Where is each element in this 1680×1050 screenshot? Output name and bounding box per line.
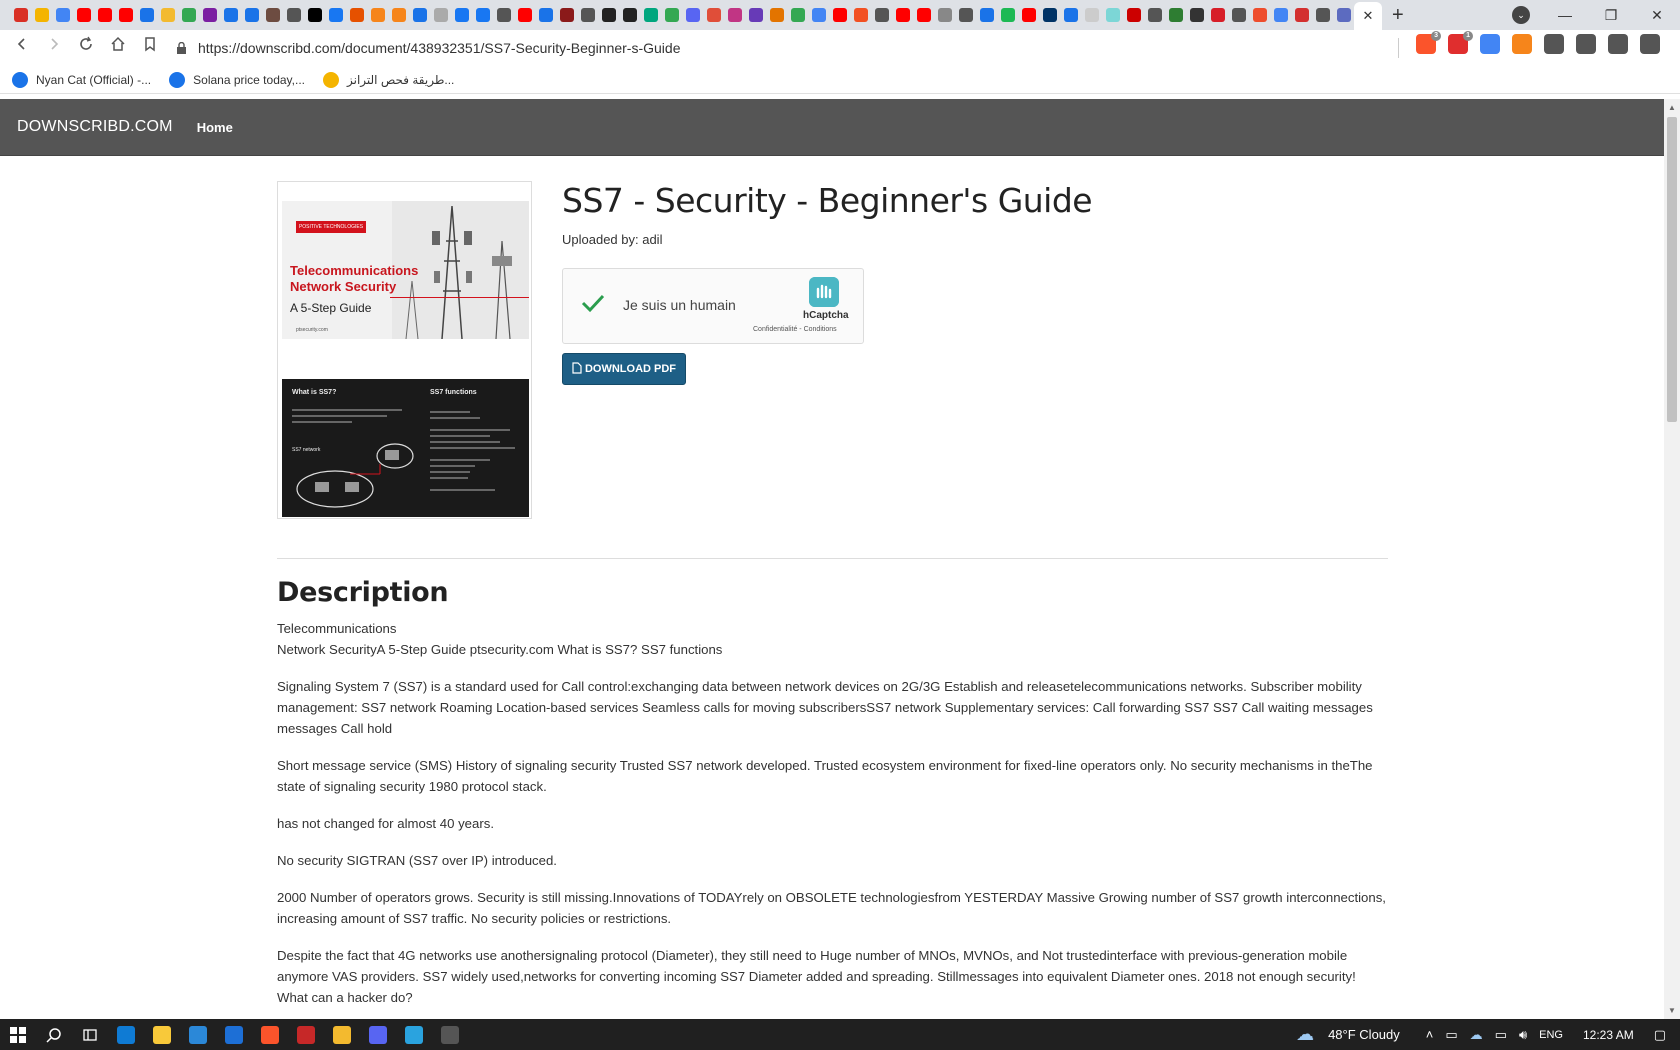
description-paragraph: Telecommunications Network SecurityA 5-Step Guide ptsecurity.com What is SS7? SS7 functions — [277, 621, 723, 657]
tab-favicon-icon[interactable] — [140, 8, 154, 22]
tab-favicon-icon[interactable] — [1043, 8, 1057, 22]
tab-favicon-icon[interactable] — [497, 8, 511, 22]
system-tray — [1290, 1019, 1680, 1050]
onedrive-icon[interactable]: ☁ — [1469, 1026, 1483, 1042]
thumbnail-brand: POSITIVE TECHNOLOGIES — [296, 221, 366, 233]
clock[interactable]: 12:23 AM — [1583, 1027, 1634, 1042]
tab-favicon-icon[interactable] — [413, 8, 427, 22]
tab-favicon-icon[interactable] — [1169, 8, 1183, 22]
tab-favicon-icon[interactable] — [35, 8, 49, 22]
tab-favicon-icon[interactable] — [350, 8, 364, 22]
tab-favicon-icon[interactable] — [434, 8, 448, 22]
uploader-text: Uploaded by: adil — [562, 232, 663, 247]
tab-favicon-icon[interactable] — [560, 8, 574, 22]
tab-favicon-icon[interactable] — [161, 8, 175, 22]
url-text[interactable]: https://downscribd.com/document/438932351/SS7-Security-Beginner-s-Guide — [198, 40, 681, 56]
reload-icon[interactable] — [70, 33, 102, 63]
forward-icon[interactable] — [38, 33, 70, 63]
app-red-icon[interactable] — [288, 1019, 324, 1050]
translate-icon[interactable] — [1480, 34, 1500, 54]
tab-favicon-icon[interactable] — [371, 8, 385, 22]
thumbnail-subtitle: A 5-Step Guide — [290, 301, 372, 315]
new-tab-button[interactable]: + — [1392, 3, 1404, 26]
tab-favicon-icon[interactable] — [749, 8, 763, 22]
svg-text:SS7 network: SS7 network — [292, 447, 321, 453]
bookmark-item[interactable] — [12, 72, 151, 88]
tab-favicon-icon[interactable] — [56, 8, 70, 22]
tab-favicon-icon[interactable] — [770, 8, 784, 22]
volume-icon[interactable]: 🔊︎ — [1518, 1026, 1528, 1042]
back-icon[interactable] — [6, 33, 38, 63]
tab-favicon-icon[interactable] — [224, 8, 238, 22]
tab-search-icon[interactable]: ⌄ — [1512, 6, 1530, 24]
document-title: SS7 - Security - Beginner's Guide — [562, 181, 1093, 220]
windows-taskbar — [0, 1019, 1680, 1050]
description-paragraph: 2000 Number of operators grows. Security is still missing.Innovations of TODAYrely on OBSOLETE technologiesfrom YESTERDAY Massive Growing number of SS7 growth interconnections, increasing amount of SS7 traffic. No security policies or restrictions. — [277, 890, 1386, 926]
description-paragraph: Despite the fact that 4G networks use anothersignaling protocol (Diameter), they still need to Huge number of MNOs, MVNOs, and Not trustedinterface with previous-generation mobile anymore VAS providers. SS7 widely used,networks for converting incoming SS7 Diameter added and spreading. Stillmessages into equivalent Diameter ones. 2018 not enough security! What can a hacker do? — [277, 948, 1356, 1005]
tab-favicon-icon[interactable] — [1064, 8, 1078, 22]
tab-favicon-icon[interactable] — [308, 8, 322, 22]
captcha-check-icon[interactable] — [579, 289, 609, 319]
tab-favicon-icon[interactable] — [1001, 8, 1015, 22]
bookmark-bulb-icon — [323, 72, 339, 88]
tab-favicon-icon[interactable] — [392, 8, 406, 22]
file-explorer-icon[interactable] — [144, 1019, 180, 1050]
close-window-button[interactable]: ✕ — [1651, 6, 1663, 23]
brave-shield-icon[interactable] — [1416, 34, 1436, 54]
bookmark-at-icon — [169, 72, 185, 88]
tab-favicon-icon[interactable] — [644, 8, 658, 22]
tab-favicon-icon[interactable] — [455, 8, 469, 22]
tab-favicon-icon[interactable] — [959, 8, 973, 22]
brave-icon[interactable] — [252, 1019, 288, 1050]
pdf-file-icon — [572, 362, 582, 377]
telegram-icon[interactable] — [396, 1019, 432, 1050]
thumbnail-site: ptsecurity.com — [296, 327, 328, 333]
tab-favicon-icon[interactable] — [917, 8, 931, 22]
tab-favicon-icon[interactable] — [896, 8, 910, 22]
tab-favicon-icon[interactable] — [812, 8, 826, 22]
bookmark-label: Solana price today,... — [193, 72, 305, 87]
tab-favicon-icon[interactable] — [791, 8, 805, 22]
tab-favicon-icon[interactable] — [875, 8, 889, 22]
tab-favicon-icon[interactable] — [266, 8, 280, 22]
captcha-terms-link[interactable]: Confidentialité - Conditions — [753, 326, 837, 333]
captcha-brand: hCaptcha — [803, 310, 849, 321]
discord-icon[interactable] — [360, 1019, 396, 1050]
bookmark-globe-icon — [12, 72, 28, 88]
reading-list-icon[interactable] — [1576, 34, 1596, 54]
thumbnail-page-1 — [282, 201, 529, 339]
tab-favicon-icon[interactable] — [119, 8, 133, 22]
thumbnail-page-2 — [282, 379, 529, 517]
tab-strip — [0, 0, 1680, 30]
download-pdf-button[interactable] — [562, 353, 686, 385]
description-paragraph: Short message service (SMS) History of signaling security Trusted SS7 network developed. Trusted ecosystem environment for fixed-line operators only. No security mechanisms in theThe state of signaling security 1980 protocol stack. — [277, 758, 1373, 794]
download-pdf-label: DOWNLOAD PDF — [584, 363, 677, 375]
tab-favicon-icon[interactable] — [518, 8, 532, 22]
extension-badge: 3 — [1431, 31, 1441, 41]
tab-favicon-icon[interactable] — [1022, 8, 1036, 22]
tab-favicon-icon[interactable] — [1232, 8, 1246, 22]
calculator-icon[interactable] — [432, 1019, 468, 1050]
tab-favicon-icon[interactable] — [1253, 8, 1267, 22]
description-heading: Description — [277, 577, 449, 608]
tab-favicon-icon[interactable] — [329, 8, 343, 22]
extensions-puzzle-icon[interactable] — [1544, 34, 1564, 54]
wallet-icon[interactable] — [1608, 34, 1628, 54]
thumbnail-red-rule — [390, 297, 529, 298]
browser-toolbar — [0, 30, 1680, 66]
tab-favicon-icon[interactable] — [14, 8, 28, 22]
document-thumbnail[interactable] — [277, 181, 532, 519]
tab-favicon-icon[interactable] — [665, 8, 679, 22]
site-brand-link[interactable]: DOWNSCRIBD.COM — [17, 118, 173, 135]
extension-icons — [1410, 34, 1666, 54]
edge-icon[interactable] — [108, 1019, 144, 1050]
site-navbar — [0, 99, 1664, 156]
tab-favicon-icon[interactable] — [287, 8, 301, 22]
tab-favicon-icon[interactable] — [707, 8, 721, 22]
restore-button[interactable]: ❐ — [1604, 6, 1618, 23]
tab-favicon-icon[interactable] — [1274, 8, 1288, 22]
tab-favicon-icon[interactable] — [1316, 8, 1330, 22]
tab-favicon-icon[interactable] — [854, 8, 868, 22]
active-tab-close-button[interactable]: ✕ — [1354, 2, 1382, 30]
mail-icon[interactable] — [216, 1019, 252, 1050]
scroll-up-icon[interactable]: ▲ — [1668, 103, 1676, 112]
bookmarks-bar — [0, 66, 1680, 94]
bookmark-label: طريقة فحص الترانز... — [346, 72, 455, 87]
tab-favicon-icon[interactable] — [203, 8, 217, 22]
network-icon[interactable]: ▭ — [1494, 1026, 1507, 1042]
weather-text: 48°F Cloudy — [1328, 1027, 1400, 1042]
tab-favicon-icon[interactable] — [1127, 8, 1141, 22]
tab-favicon-icon[interactable] — [1190, 8, 1204, 22]
page-scrollbar[interactable] — [1664, 99, 1680, 1019]
tab-favicon-icon[interactable] — [182, 8, 196, 22]
menu-icon[interactable] — [1640, 34, 1660, 54]
address-divider — [1398, 38, 1399, 58]
scroll-thumb[interactable] — [1667, 117, 1677, 422]
tab-favicon-icon[interactable] — [1148, 8, 1162, 22]
description-paragraph: No security SIGTRAN (SS7 over IP) introduced. — [277, 853, 557, 868]
brave-rewards-icon[interactable] — [1448, 34, 1468, 54]
description-paragraph: Signaling System 7 (SS7) is a standard used for Call control:exchanging data between network devices on 2G/3G Establish and releasetelecommunications networks. Subscriber mobility management: SS7 network Roaming Location-based services Seamless calls for moving subscribersSS7 network Supplementary services: Call forwarding SS7 SS7 Call waiting messages messages Call hold — [277, 679, 1373, 736]
tab-favicons — [0, 0, 1354, 30]
tab-favicon-icon[interactable] — [1085, 8, 1099, 22]
bookmark-item[interactable] — [323, 72, 454, 88]
scroll-down-icon[interactable]: ▼ — [1668, 1006, 1676, 1015]
window-controls — [1542, 0, 1680, 30]
tab-favicon-icon[interactable] — [1337, 8, 1351, 22]
bookmark-icon[interactable] — [134, 33, 166, 63]
tab-favicon-icon[interactable] — [539, 8, 553, 22]
store-icon[interactable] — [180, 1019, 216, 1050]
address-bar[interactable] — [176, 33, 1396, 63]
binance-icon[interactable] — [324, 1019, 360, 1050]
description-body — [277, 618, 1388, 1019]
tab-favicon-icon[interactable] — [833, 8, 847, 22]
minimize-button[interactable]: — — [1558, 7, 1572, 23]
tab-favicon-icon[interactable] — [686, 8, 700, 22]
weather-widget[interactable] — [1290, 1024, 1406, 1045]
hcaptcha-widget[interactable] — [562, 268, 864, 344]
language-indicator[interactable]: ENG — [1539, 1028, 1563, 1041]
extension-badge: 1 — [1463, 31, 1473, 41]
tab-favicon-icon[interactable] — [476, 8, 490, 22]
tab-favicon-icon[interactable] — [1295, 8, 1309, 22]
tab-favicon-icon[interactable] — [245, 8, 259, 22]
home-icon[interactable] — [102, 33, 134, 63]
notification-icon[interactable]: ▢ — [1653, 1026, 1666, 1042]
metamask-icon[interactable] — [1512, 34, 1532, 54]
thumbnail-heading-what-is-ss7: What is SS7? — [292, 389, 337, 396]
thumbnail-heading-ss7-functions: SS7 functions — [430, 389, 477, 396]
page-viewport — [0, 99, 1664, 1019]
hcaptcha-logo-icon — [809, 277, 839, 307]
start-button[interactable] — [0, 1019, 36, 1050]
cloud-icon: ☁ — [1296, 1024, 1315, 1044]
ss7-network-cloud-diagram — [290, 434, 420, 512]
bookmark-label: Nyan Cat (Official) -... — [36, 72, 152, 87]
section-divider — [277, 558, 1388, 559]
captcha-label: Je suis un humain — [623, 297, 736, 313]
nav-home-link[interactable]: Home — [196, 119, 233, 135]
tab-favicon-icon[interactable] — [581, 8, 595, 22]
tab-favicon-icon[interactable] — [1106, 8, 1120, 22]
meet-now-icon[interactable]: ▭ — [1445, 1026, 1458, 1042]
search-icon[interactable] — [36, 1019, 72, 1050]
thumbnail-title: Telecommunications Network Security — [290, 263, 419, 294]
tab-favicon-icon[interactable] — [98, 8, 112, 22]
chevron-up-icon[interactable]: ˄ — [1425, 1027, 1434, 1042]
tab-favicon-icon[interactable] — [77, 8, 91, 22]
description-paragraph: has not changed for almost 40 years. — [277, 816, 494, 831]
tab-favicon-icon[interactable] — [980, 8, 994, 22]
tab-favicon-icon[interactable] — [1211, 8, 1225, 22]
lock-icon — [176, 42, 188, 54]
task-view-icon[interactable] — [72, 1019, 108, 1050]
taskbar-apps — [108, 1019, 468, 1050]
tab-favicon-icon[interactable] — [728, 8, 742, 22]
tab-favicon-icon[interactable] — [938, 8, 952, 22]
tab-favicon-icon[interactable] — [623, 8, 637, 22]
bookmark-item[interactable] — [169, 72, 305, 88]
tab-favicon-icon[interactable] — [602, 8, 616, 22]
